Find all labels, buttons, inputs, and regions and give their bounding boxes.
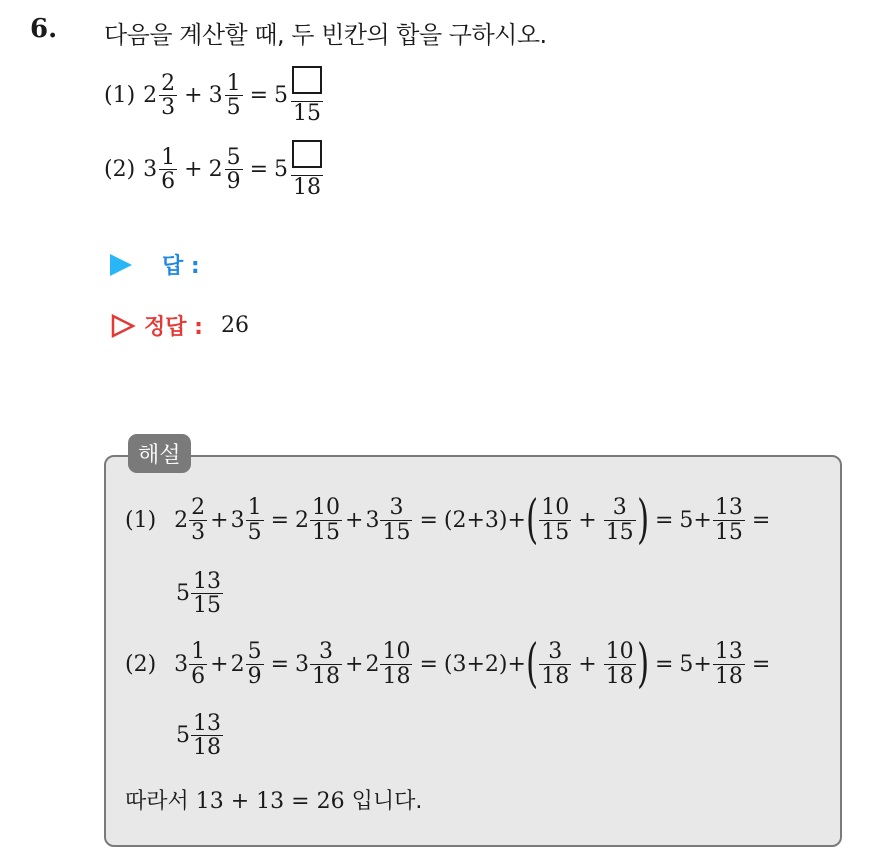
numerator: 3 — [389, 495, 404, 521]
denominator: 3 — [161, 95, 176, 121]
equals: = — [419, 507, 438, 533]
denominator: 15 — [312, 519, 341, 545]
equals: = — [654, 507, 674, 533]
denominator: 15 — [382, 519, 411, 545]
whole: 2 — [230, 651, 245, 677]
denominator: 15 — [541, 519, 570, 545]
equals: = — [270, 651, 290, 677]
numerator: 1 — [226, 71, 241, 96]
whole: 5 — [274, 157, 289, 183]
question-number: 6. — [30, 14, 58, 44]
right-paren: ) — [636, 634, 649, 694]
explanation-line-1-result — [176, 570, 224, 617]
operator: + — [184, 83, 203, 109]
explanation-conclusion — [125, 784, 422, 815]
numerator: 13 — [714, 495, 743, 521]
whole: 2 — [365, 651, 380, 677]
part-tag: (2) — [104, 157, 136, 183]
whole: 3 — [174, 651, 189, 677]
question-part-2 — [104, 140, 325, 199]
numerator: 10 — [541, 495, 570, 521]
numerator: 5 — [226, 145, 241, 170]
denominator: 5 — [226, 95, 241, 121]
fraction — [539, 640, 571, 687]
left-paren: ( — [526, 634, 539, 694]
explanation-line-2 — [125, 634, 776, 694]
fraction — [713, 496, 745, 543]
equals: = — [751, 507, 771, 533]
grouped-sum: (3+2)+ — [443, 651, 526, 677]
numerator: 10 — [605, 639, 634, 665]
operator: + — [184, 157, 203, 183]
conclusion-suffix: 입니다. — [351, 789, 423, 814]
operator: + — [578, 507, 597, 533]
fraction — [191, 570, 223, 617]
correct-answer-value: 26 — [220, 313, 249, 338]
numerator: 10 — [312, 495, 341, 521]
numerator: 1 — [161, 145, 176, 170]
fraction — [189, 496, 207, 543]
fraction — [159, 72, 177, 119]
whole: 5 — [176, 581, 190, 607]
operator: + — [345, 651, 364, 677]
denominator: 15 — [193, 593, 221, 619]
blank-box — [292, 140, 322, 168]
whole: 3 — [365, 507, 380, 533]
fraction — [713, 640, 745, 687]
operator: + — [345, 507, 364, 533]
left-paren: ( — [526, 490, 539, 550]
denominator: 18 — [312, 663, 341, 689]
denominator: 5 — [247, 519, 262, 545]
denominator: 6 — [191, 663, 206, 689]
numerator: 13 — [193, 711, 221, 736]
part-tag: (1) — [104, 83, 136, 109]
part-tag: (2) — [125, 651, 157, 677]
denominator: 18 — [714, 663, 743, 689]
denominator: 18 — [382, 663, 411, 689]
explanation-badge: 해설 — [128, 434, 191, 473]
fraction — [604, 640, 636, 687]
blank-box — [292, 66, 322, 94]
fraction — [539, 496, 571, 543]
fraction — [191, 712, 223, 759]
fraction — [225, 72, 243, 119]
grouped-sum: (2+3)+ — [443, 507, 526, 533]
fraction — [246, 640, 264, 687]
fraction — [246, 496, 264, 543]
whole: 5 — [176, 723, 190, 749]
whole: 3 — [295, 651, 310, 677]
explanation-line-1 — [125, 490, 776, 550]
numerator: 13 — [193, 569, 221, 594]
whole-plus: 5+ — [679, 507, 712, 533]
numerator: 1 — [191, 639, 206, 665]
fraction — [159, 146, 177, 193]
numerator: 2 — [161, 71, 176, 96]
numerator: 2 — [191, 495, 206, 521]
correct-answer-label: 정답 : — [144, 315, 203, 340]
answer-label[interactable]: 답 : — [162, 254, 200, 279]
play-triangle-icon — [110, 254, 132, 276]
equals: = — [654, 651, 674, 677]
denominator: 15 — [605, 519, 634, 545]
answer-row — [110, 249, 200, 280]
fraction — [225, 146, 243, 193]
denominator: 9 — [226, 169, 241, 195]
numerator: 10 — [382, 639, 411, 665]
equals: = — [249, 83, 269, 109]
question-text: 다음을 계산할 때, 두 빈칸의 합을 구하시오. — [104, 21, 547, 49]
whole: 2 — [208, 157, 223, 183]
equals: = — [249, 157, 269, 183]
numerator: 3 — [612, 495, 627, 521]
right-paren: ) — [636, 490, 649, 550]
fraction — [604, 496, 636, 543]
fraction-blank — [290, 140, 324, 199]
denominator: 18 — [605, 663, 634, 689]
whole: 5 — [274, 83, 289, 109]
operator: + — [578, 651, 597, 677]
operator: + — [210, 507, 229, 533]
outline-triangle-icon — [110, 313, 136, 339]
fraction — [380, 496, 412, 543]
whole-plus: 5+ — [679, 651, 712, 677]
fraction — [380, 640, 412, 687]
denominator: 18 — [541, 663, 570, 689]
conclusion-expression: 13 + 13 = 26 — [195, 789, 345, 814]
whole: 2 — [143, 83, 158, 109]
operator: + — [210, 651, 229, 677]
numerator: 1 — [247, 495, 262, 521]
denominator: 18 — [293, 175, 322, 201]
question-part-1 — [104, 66, 325, 125]
whole: 3 — [230, 507, 245, 533]
equals: = — [419, 651, 438, 677]
whole: 3 — [208, 83, 223, 109]
fraction — [310, 496, 342, 543]
denominator: 15 — [293, 101, 322, 127]
numerator: 3 — [319, 639, 334, 665]
correct-answer-row — [110, 310, 249, 341]
explanation-line-2-result — [176, 712, 224, 759]
denominator: 9 — [247, 663, 262, 689]
numerator — [290, 66, 324, 101]
numerator: 13 — [714, 639, 743, 665]
denominator: 18 — [193, 735, 221, 761]
numerator: 5 — [247, 639, 262, 665]
numerator: 3 — [548, 639, 563, 665]
whole: 2 — [295, 507, 310, 533]
fraction-blank — [290, 66, 324, 125]
equals: = — [751, 651, 771, 677]
numerator — [290, 140, 324, 175]
equals: = — [270, 507, 290, 533]
fraction — [189, 640, 207, 687]
fraction — [310, 640, 342, 687]
denominator: 6 — [161, 169, 176, 195]
whole: 3 — [143, 157, 158, 183]
whole: 2 — [174, 507, 189, 533]
part-tag: (1) — [125, 507, 157, 533]
denominator: 15 — [714, 519, 743, 545]
conclusion-prefix: 따라서 — [125, 789, 189, 814]
denominator: 3 — [191, 519, 206, 545]
